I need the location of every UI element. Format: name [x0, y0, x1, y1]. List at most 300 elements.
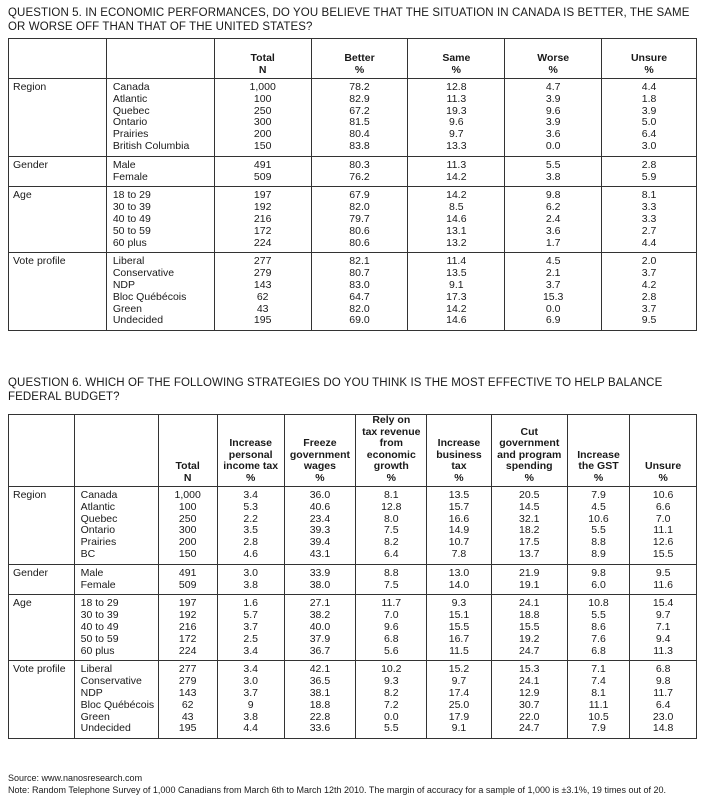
value: 14.6 — [446, 314, 467, 327]
value: 5.9 — [641, 170, 657, 183]
value: 14.6 — [446, 212, 467, 225]
column-header — [214, 39, 311, 79]
value: 9.5 — [641, 314, 657, 327]
subgroup-list — [74, 661, 158, 739]
subgroup-label: Quebec — [80, 512, 118, 525]
subgroup-label: Canada — [80, 489, 118, 501]
value-cell — [602, 156, 697, 187]
subgroup-label: Conservative — [112, 267, 175, 280]
column-header-text: government — [499, 437, 560, 449]
header-blank — [74, 415, 158, 487]
group-label: Age — [9, 595, 75, 661]
value: 43 — [181, 710, 194, 723]
column-header-text: business — [436, 448, 482, 461]
value: 82.1 — [349, 255, 370, 268]
value: 224 — [178, 644, 197, 657]
value: 1.8 — [641, 92, 657, 105]
value-cell — [284, 487, 356, 565]
header-blank — [9, 39, 107, 79]
value: 67.9 — [349, 189, 370, 202]
value-cell — [630, 595, 697, 661]
value: 17.5 — [519, 536, 540, 549]
column-header — [602, 39, 697, 79]
value: 69.0 — [349, 314, 370, 327]
value-cell — [284, 564, 356, 595]
subgroup-label: 18 to 29 — [112, 189, 151, 202]
value-cell — [505, 253, 602, 331]
value: 7.9 — [591, 489, 606, 501]
column-header-text: Same — [442, 52, 471, 64]
value: 23.4 — [309, 512, 331, 525]
value: 32.1 — [519, 512, 540, 525]
value: 9.7 — [449, 128, 464, 141]
subgroup-list — [106, 156, 214, 187]
value: 4.5 — [545, 255, 561, 268]
value: 300 — [178, 524, 197, 537]
value: 9.5 — [655, 566, 671, 579]
value: 15.5 — [448, 620, 470, 633]
value: 192 — [178, 609, 197, 622]
value: 14.2 — [446, 170, 467, 183]
value: 62 — [256, 290, 269, 303]
column-header-text: spending — [505, 460, 553, 472]
value: 4.4 — [243, 722, 258, 735]
column-header — [284, 415, 356, 487]
value: 11.4 — [446, 255, 467, 268]
value: 39.3 — [309, 524, 331, 537]
subgroup-label: Conservative — [80, 675, 142, 688]
subgroup-label: 40 to 49 — [80, 620, 119, 633]
value: 15.4 — [652, 597, 674, 610]
value: 250 — [178, 512, 197, 525]
column-header-text: Better — [344, 52, 375, 64]
value: 42.1 — [309, 663, 331, 676]
value: 3.7 — [545, 278, 561, 291]
header-blank — [9, 415, 75, 487]
subgroup-label: Ontario — [80, 524, 116, 537]
value: 3.9 — [545, 92, 561, 105]
value: 4.2 — [641, 278, 657, 291]
column-header-text: Total — [175, 460, 200, 472]
value-cell — [217, 661, 284, 739]
column-header — [217, 415, 284, 487]
value: 25.0 — [448, 698, 470, 711]
value: 13.3 — [446, 139, 467, 152]
value-cell — [427, 487, 492, 565]
column-header-text: Unsure — [630, 52, 668, 64]
column-header-text: Freeze — [303, 437, 337, 449]
value: 1.6 — [243, 597, 258, 610]
value: 15.5 — [519, 620, 540, 633]
value: 9.6 — [449, 116, 464, 129]
subgroup-label: 18 to 29 — [80, 597, 119, 610]
table-row — [9, 487, 697, 565]
value: 78.2 — [349, 81, 370, 93]
value: 6.9 — [545, 314, 561, 327]
subgroup-label: Liberal — [80, 663, 113, 676]
value: 19.3 — [446, 104, 467, 117]
value: 12.9 — [519, 686, 540, 699]
value: 81.5 — [349, 116, 370, 129]
value: 3.7 — [641, 302, 657, 315]
value: 3.8 — [545, 170, 561, 183]
column-header-text: tax revenue — [362, 425, 421, 438]
value: 22.0 — [519, 710, 540, 723]
column-unit: % — [658, 471, 668, 484]
column-header — [491, 415, 567, 487]
value-cell — [408, 187, 505, 253]
value: 3.4 — [243, 663, 258, 676]
column-header — [311, 39, 408, 79]
value: 67.2 — [349, 104, 370, 117]
column-header — [427, 415, 492, 487]
column-header — [356, 415, 427, 487]
value: 11.3 — [446, 158, 467, 171]
value: 195 — [253, 314, 272, 327]
value: 9 — [247, 698, 254, 711]
value: 10.5 — [588, 710, 609, 723]
value: 24.1 — [519, 675, 540, 688]
value: 19.2 — [519, 632, 540, 645]
column-header-text: from economic — [366, 437, 416, 461]
value: 11.1 — [588, 698, 609, 711]
value: 7.1 — [591, 663, 606, 676]
value: 150 — [178, 547, 197, 560]
value: 82.9 — [349, 92, 370, 105]
value: 83.0 — [349, 278, 370, 291]
value-cell — [427, 661, 492, 739]
value: 8.1 — [591, 686, 606, 699]
value: 24.1 — [519, 597, 540, 610]
value: 80.6 — [349, 236, 370, 249]
value: 8.2 — [383, 536, 399, 549]
value-cell — [408, 79, 505, 157]
value: 16.6 — [448, 512, 470, 525]
value: 13.2 — [446, 236, 467, 249]
value: 36.5 — [309, 675, 331, 688]
value: 15.1 — [448, 609, 470, 622]
value: 36.0 — [309, 489, 331, 501]
value: 8.0 — [383, 512, 399, 525]
value: 1,000 — [249, 81, 276, 93]
subgroup-list — [74, 595, 158, 661]
value-cell — [505, 79, 602, 157]
value: 80.7 — [349, 267, 370, 280]
value: 2.8 — [641, 290, 657, 303]
value: 9.3 — [383, 675, 399, 688]
value: 80.4 — [349, 128, 370, 141]
value-cell — [356, 487, 427, 565]
value: 37.9 — [309, 632, 331, 645]
subgroup-label: Undecided — [80, 722, 131, 735]
value: 20.5 — [519, 489, 540, 501]
column-header — [630, 415, 697, 487]
value-cell — [567, 595, 629, 661]
value: 7.5 — [383, 578, 399, 591]
value-cell — [284, 661, 356, 739]
value: 11.3 — [446, 92, 467, 105]
value: 12.8 — [446, 81, 467, 93]
value: 172 — [178, 632, 197, 645]
value: 8.1 — [383, 489, 399, 501]
value: 24.7 — [519, 722, 540, 735]
value: 17.9 — [448, 710, 470, 723]
column-header-text: Increase — [577, 448, 620, 461]
value: 21.9 — [519, 566, 540, 579]
value: 2.7 — [641, 224, 657, 237]
subgroup-label: 30 to 39 — [112, 201, 151, 214]
subgroup-label: Atlantic — [112, 92, 148, 105]
value: 6.4 — [655, 698, 671, 711]
value: 6.2 — [545, 201, 561, 214]
table-row — [9, 156, 697, 187]
value: 11.1 — [653, 524, 673, 537]
value: 10.6 — [588, 512, 609, 525]
subgroup-list — [74, 487, 158, 565]
value: 15.3 — [519, 663, 540, 676]
value: 3.5 — [243, 524, 258, 537]
value: 192 — [253, 201, 272, 214]
value: 38.1 — [309, 686, 331, 699]
value: 8.8 — [383, 566, 399, 579]
column-header-text: Increase — [229, 437, 272, 449]
value-cell — [602, 187, 697, 253]
value-cell — [217, 487, 284, 565]
value: 39.4 — [309, 536, 331, 549]
value: 250 — [253, 104, 272, 117]
value: 9.6 — [383, 620, 399, 633]
value: 27.1 — [309, 597, 331, 610]
column-header-text: wages — [303, 460, 336, 472]
value: 4.4 — [641, 236, 657, 249]
value-cell — [427, 595, 492, 661]
group-label: Region — [9, 79, 107, 157]
subgroup-label: Prairies — [80, 536, 117, 549]
subgroup-label: Atlantic — [80, 500, 116, 513]
column-header-text: Increase — [437, 437, 481, 449]
subgroup-list — [106, 253, 214, 331]
value: 5.6 — [383, 644, 399, 657]
value: 13.1 — [446, 224, 467, 237]
value: 150 — [253, 139, 272, 152]
value: 5.5 — [383, 722, 399, 735]
value-cell — [505, 187, 602, 253]
value: 9.8 — [545, 189, 561, 202]
value: 8.1 — [641, 189, 657, 202]
value: 200 — [253, 128, 272, 141]
value: 491 — [178, 566, 197, 579]
value-cell — [408, 253, 505, 331]
subgroup-list — [74, 564, 158, 595]
column-header — [505, 39, 602, 79]
column-unit: % — [644, 63, 654, 76]
value-cell — [630, 564, 697, 595]
value-cell — [602, 253, 697, 331]
value: 11.6 — [653, 578, 673, 591]
value: 24.7 — [519, 644, 540, 657]
value: 33.6 — [309, 722, 331, 735]
group-label: Age — [9, 187, 107, 253]
value: 3.7 — [243, 620, 258, 633]
column-header-text: government — [289, 448, 350, 461]
value-cell — [356, 564, 427, 595]
column-header-text: growth — [373, 460, 409, 472]
table-row — [9, 661, 697, 739]
value: 3.7 — [641, 267, 657, 280]
column-unit: % — [548, 63, 558, 76]
value: 9.6 — [545, 104, 561, 117]
value-cell — [356, 595, 427, 661]
value: 0.0 — [545, 139, 561, 152]
value: 80.3 — [349, 158, 370, 171]
subgroup-label: 40 to 49 — [112, 212, 151, 225]
value: 143 — [253, 278, 272, 291]
value: 1.7 — [545, 236, 561, 249]
value: 224 — [253, 236, 272, 249]
value: 9.1 — [449, 278, 464, 291]
column-unit: % — [454, 471, 464, 484]
value: 13.5 — [448, 489, 470, 501]
value: 491 — [253, 158, 272, 171]
subgroup-label: Prairies — [112, 128, 149, 141]
subgroup-label: Undecided — [112, 314, 164, 327]
value: 11.7 — [653, 686, 673, 699]
subgroup-label: Male — [80, 566, 104, 579]
value: 216 — [253, 212, 272, 225]
value: 3.0 — [243, 566, 258, 579]
value: 11.5 — [449, 644, 469, 657]
column-header-text: personal — [228, 448, 273, 461]
value: 7.5 — [383, 524, 399, 537]
survey-note: Note: Random Telephone Survey of 1,000 Canadians from March 6th to March 12th 2010. The margin of accuracy for a sample of 1,000 is ±3.1%, 19 times out of 20. — [8, 785, 666, 795]
value-cell — [311, 156, 408, 187]
value: 100 — [253, 92, 272, 105]
subgroup-label: British Columbia — [112, 139, 190, 152]
value-cell — [630, 661, 697, 739]
value: 6.4 — [641, 128, 657, 141]
subgroup-label: Male — [112, 158, 136, 171]
value: 17.3 — [446, 290, 467, 303]
value: 14.8 — [652, 722, 674, 735]
value: 3.9 — [641, 104, 657, 117]
value: 0.0 — [383, 710, 399, 723]
group-label: Gender — [9, 564, 75, 595]
subgroup-label: Quebec — [112, 104, 150, 117]
value-cell — [158, 564, 217, 595]
value: 8.6 — [591, 620, 606, 633]
value: 15.5 — [652, 547, 674, 560]
value: 5.3 — [243, 500, 258, 513]
value: 7.9 — [591, 722, 606, 735]
value: 3.0 — [641, 139, 657, 152]
value: 5.5 — [591, 609, 606, 622]
value: 9.7 — [655, 609, 671, 622]
subgroup-label: Ontario — [112, 116, 148, 129]
subgroup-label: Bloc Québécois — [80, 698, 155, 711]
value: 7.8 — [451, 547, 467, 560]
value-cell — [491, 487, 567, 565]
value: 4.4 — [641, 81, 657, 93]
column-header-text: tax — [451, 460, 467, 472]
value: 82.0 — [349, 201, 370, 214]
value: 82.0 — [349, 302, 370, 315]
value: 76.2 — [349, 170, 370, 183]
value: 6.8 — [591, 644, 606, 657]
value: 5.5 — [545, 158, 561, 171]
column-header-text: the GST — [578, 460, 619, 472]
value: 2.1 — [545, 267, 561, 280]
value-cell — [567, 564, 629, 595]
value: 279 — [178, 675, 197, 688]
group-label: Vote profile — [9, 253, 107, 331]
value: 7.4 — [591, 675, 606, 688]
value: 195 — [178, 722, 197, 735]
table-row — [9, 79, 697, 157]
value: 3.4 — [243, 644, 258, 657]
value-cell — [158, 487, 217, 565]
value-cell — [158, 595, 217, 661]
question-6-table — [8, 414, 697, 739]
value: 14.2 — [446, 189, 467, 202]
value: 10.7 — [448, 536, 470, 549]
column-unit: N — [183, 471, 192, 484]
value-cell — [214, 253, 311, 331]
value: 64.7 — [349, 290, 370, 303]
value: 3.3 — [641, 201, 657, 214]
value: 3.6 — [545, 224, 561, 237]
value-cell — [214, 156, 311, 187]
column-header-text: Cut — [520, 425, 539, 438]
value-cell — [158, 661, 217, 739]
value: 2.2 — [243, 512, 258, 525]
value: 277 — [253, 255, 272, 268]
value: 172 — [253, 224, 272, 237]
value: 13.7 — [519, 547, 540, 560]
value-cell — [217, 564, 284, 595]
value: 2.8 — [641, 158, 657, 171]
value: 43 — [256, 302, 269, 315]
value: 6.0 — [591, 578, 606, 591]
table-row — [9, 253, 697, 331]
value: 8.5 — [449, 201, 464, 214]
value-cell — [491, 661, 567, 739]
subgroup-label: 50 to 59 — [112, 224, 151, 237]
column-header-text: Worse — [537, 52, 570, 64]
value-cell — [311, 253, 408, 331]
value: 40.0 — [309, 620, 331, 633]
column-header-text: Total — [250, 52, 275, 64]
value: 197 — [178, 597, 197, 610]
value-cell — [311, 187, 408, 253]
subgroup-label: Canada — [112, 81, 150, 93]
subgroup-label: NDP — [80, 686, 103, 699]
value-cell — [567, 661, 629, 739]
value-cell — [491, 564, 567, 595]
value: 14.5 — [519, 500, 540, 513]
value: 4.6 — [243, 547, 258, 560]
value: 9.1 — [451, 722, 467, 735]
value: 10.6 — [652, 489, 674, 501]
value: 12.6 — [652, 536, 674, 549]
subgroup-list — [106, 187, 214, 253]
value: 8.9 — [591, 547, 606, 560]
value: 100 — [178, 500, 197, 513]
value: 15.2 — [448, 663, 470, 676]
value: 13.5 — [446, 267, 467, 280]
subgroup-label: Green — [112, 302, 143, 315]
value: 11.7 — [381, 597, 402, 610]
group-label: Vote profile — [9, 661, 75, 739]
